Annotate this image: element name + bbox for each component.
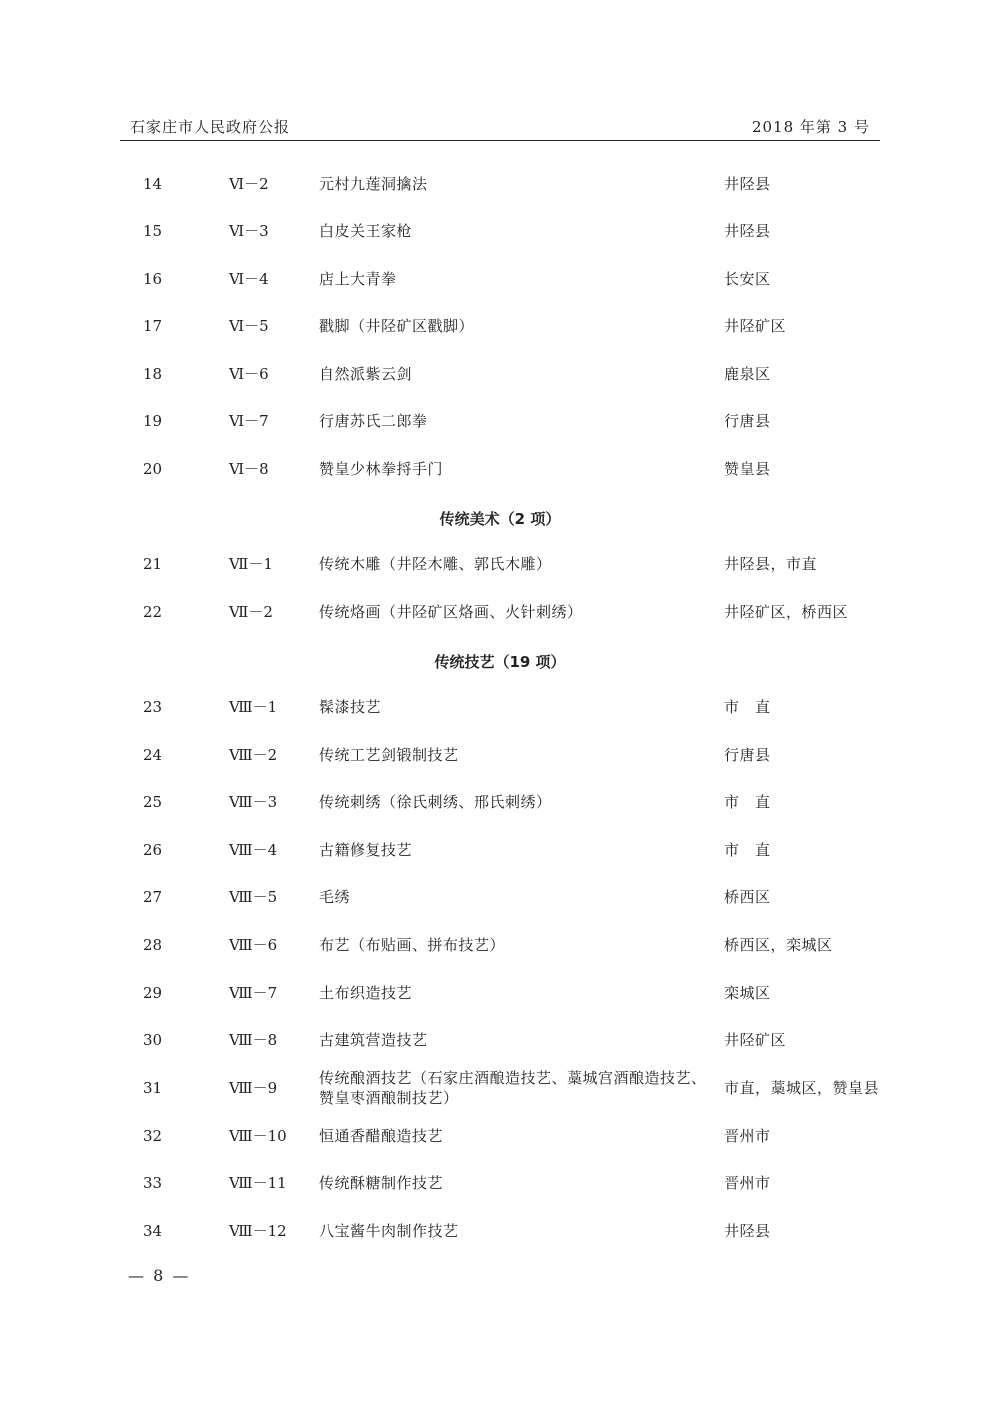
item-number: 30 [143,1031,163,1049]
item-number: 23 [143,698,163,716]
item-name: 传统酥糖制作技艺 [319,1174,444,1192]
item-code: Ⅷ－6 [229,936,278,954]
table-row [0,1163,1000,1203]
item-area: 桥西区，栾城区 [724,936,833,954]
item-name: 布艺（布贴画、拼布技艺） [319,936,506,954]
page-number: — 8 — [128,1266,191,1285]
item-number: 22 [143,603,163,621]
item-code: Ⅵ－8 [229,460,269,478]
item-name: 戳脚（井陉矿区戳脚） [319,317,475,335]
item-code: Ⅷ－5 [229,888,278,906]
item-number: 17 [143,317,163,335]
table-row [0,259,1000,299]
item-name: 古籍修复技艺 [319,841,413,859]
table-row [0,1116,1000,1156]
item-area: 市 直 [724,698,771,716]
item-number: 32 [143,1127,163,1145]
item-name: 店上大青拳 [319,270,397,288]
item-code: Ⅷ－11 [229,1174,287,1192]
item-area: 长安区 [724,270,771,288]
item-area: 井陉矿区 [724,317,787,335]
item-code: Ⅷ－2 [229,746,278,764]
item-number: 20 [143,460,163,478]
item-code: Ⅵ－3 [229,222,269,240]
table-row [0,1211,1000,1251]
item-number: 26 [143,841,163,859]
item-code: Ⅵ－6 [229,365,269,383]
item-number: 31 [143,1079,163,1097]
item-number: 15 [143,222,163,240]
item-number: 27 [143,888,163,906]
item-area: 市 直 [724,841,771,859]
item-name: 八宝酱牛肉制作技艺 [319,1222,459,1240]
table-row [0,1020,1000,1060]
item-code: Ⅷ－7 [229,984,278,1002]
item-code: Ⅷ－1 [229,698,278,716]
table-row [0,401,1000,441]
item-code: Ⅷ－3 [229,793,278,811]
item-number: 33 [143,1174,163,1192]
item-name: 白皮关王家枪 [319,222,413,240]
table-row [0,592,1000,632]
table-row [0,830,1000,870]
table-row [0,687,1000,727]
item-area: 行唐县 [724,746,771,764]
item-area: 井陉县 [724,1222,771,1240]
item-code: Ⅵ－5 [229,317,269,335]
item-number: 28 [143,936,163,954]
item-name: 传统酿酒技艺（石家庄酒酿造技艺、藁城宫酒酿造技艺、赞皇枣酒酿制技艺） [319,1069,707,1107]
gazette-title: 石家庄市人民政府公报 [130,118,291,136]
item-name: 传统工艺剑锻制技艺 [319,746,459,764]
item-code: Ⅵ－7 [229,412,269,430]
table-row [0,449,1000,489]
item-code: Ⅷ－9 [229,1079,278,1097]
table-row [0,211,1000,251]
item-number: 21 [143,555,163,573]
item-number: 16 [143,270,163,288]
item-code: Ⅷ－10 [229,1127,287,1145]
table-row [0,782,1000,822]
item-area: 鹿泉区 [724,365,771,383]
item-name: 土布织造技艺 [319,984,413,1002]
item-area: 井陉县 [724,175,771,193]
item-area: 井陉县 [724,222,771,240]
table-row [0,925,1000,965]
item-area: 井陉矿区，桥西区 [724,603,849,621]
table-row [0,877,1000,917]
item-code: Ⅶ－2 [229,603,273,621]
item-area: 晋州市 [724,1127,771,1145]
item-name: 元村九莲洞擒法 [319,175,428,193]
item-area: 栾城区 [724,984,771,1002]
item-code: Ⅵ－2 [229,175,269,193]
item-name: 行唐苏氏二郎拳 [319,412,428,430]
issue-number: 2018 年第 3 号 [751,118,870,136]
item-number: 34 [143,1222,163,1240]
item-name: 赞皇少林拳捋手门 [319,460,444,478]
item-code: Ⅷ－4 [229,841,278,859]
item-number: 25 [143,793,163,811]
item-area: 市 直 [724,793,771,811]
page-header [120,116,880,141]
item-name: 毛绣 [319,888,351,906]
item-area: 井陉县，市直 [724,555,818,573]
item-name: 自然派紫云剑 [319,365,413,383]
item-code: Ⅵ－4 [229,270,269,288]
item-name: 传统烙画（井陉矿区烙画、火针刺绣） [319,603,583,621]
item-name: 髹漆技艺 [319,698,382,716]
item-code: Ⅷ－8 [229,1031,278,1049]
item-area: 桥西区 [724,888,771,906]
item-number: 14 [143,175,163,193]
item-area: 行唐县 [724,412,771,430]
item-area: 井陉矿区 [724,1031,787,1049]
item-number: 18 [143,365,163,383]
item-name: 传统刺绣（徐氏刺绣、邢氏刺绣） [319,793,552,811]
item-name: 传统木雕（井陉木雕、郭氏木雕） [319,555,552,573]
item-number: 29 [143,984,163,1002]
table-row [0,544,1000,584]
table-row [0,306,1000,346]
table-row [0,354,1000,394]
item-area: 晋州市 [724,1174,771,1192]
section-heading-fine-arts: 传统美术（2 项） [439,510,561,528]
item-number: 24 [143,746,163,764]
item-code: Ⅷ－12 [229,1222,287,1240]
item-area: 市直，藁城区，赞皇县 [724,1079,880,1097]
table-row [0,973,1000,1013]
item-area: 赞皇县 [724,460,771,478]
item-name: 恒通香醋酿造技艺 [319,1127,444,1145]
section-heading-crafts: 传统技艺（19 项） [434,653,566,671]
table-row [0,1068,1000,1108]
item-code: Ⅶ－1 [229,555,273,573]
table-row [0,164,1000,204]
table-row [0,735,1000,775]
item-number: 19 [143,412,163,430]
item-name: 古建筑营造技艺 [319,1031,428,1049]
